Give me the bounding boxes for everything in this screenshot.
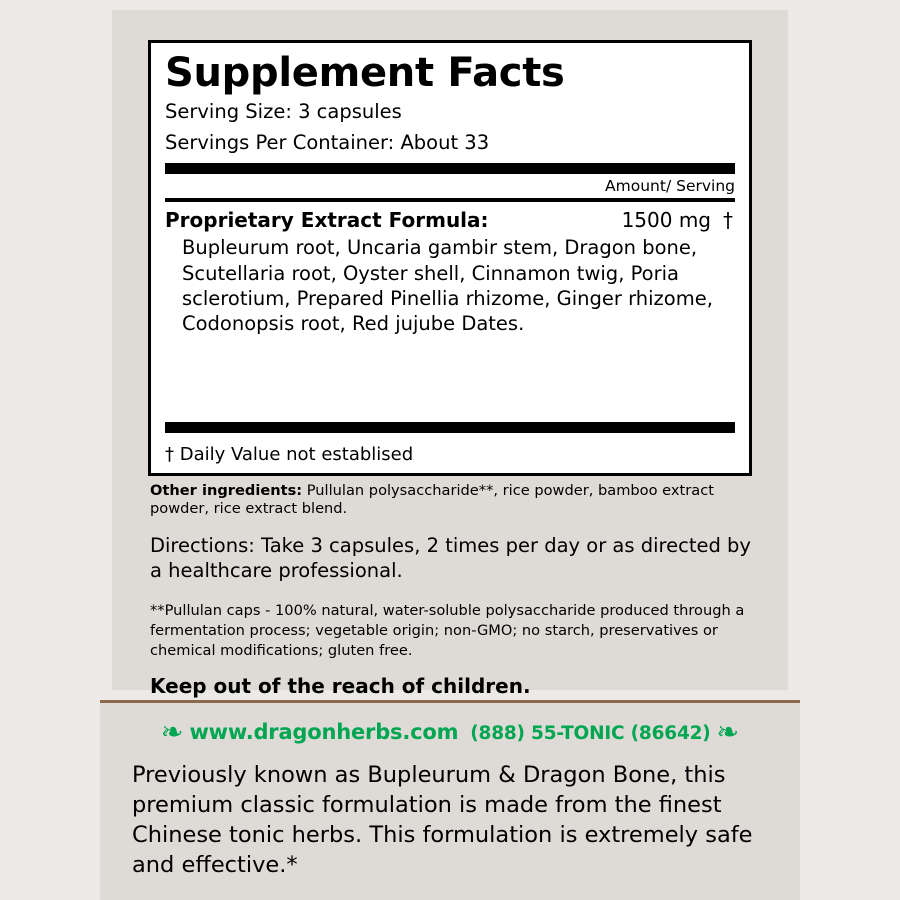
other-ingredients (150, 482, 756, 518)
keep-out-of-reach-warning: Keep out of the reach of children. (150, 673, 531, 698)
other-ingredients-label: Other ingredients: (150, 482, 303, 499)
rule-thick-bottom (165, 422, 735, 433)
swirl-left-icon: ❧ (160, 717, 184, 748)
below-box-text (150, 482, 756, 698)
supplement-facts-box (148, 40, 752, 476)
proprietary-blend-amount-group (622, 208, 735, 232)
rule-medium (165, 198, 735, 202)
phone-number[interactable]: (888) 55-TONIC (86642) (470, 723, 711, 744)
website-link[interactable]: www.dragonherbs.com (189, 720, 459, 744)
rule-thick-top (165, 163, 735, 174)
supplement-facts-title: Supplement Facts (165, 50, 565, 96)
swirl-right-icon: ❧ (716, 717, 740, 748)
proprietary-blend-amount: 1500 mg (621, 208, 711, 233)
dagger-symbol: † (723, 208, 733, 233)
servings-per-container: Servings Per Container: About 33 (165, 131, 490, 155)
proprietary-blend-name: Proprietary Extract Formula: (165, 208, 489, 233)
contact-line (100, 717, 800, 748)
bottom-panel (100, 703, 800, 900)
pullulan-note: **Pullulan caps - 100% natural, water-soluble polysaccharide produced through a fermentation process; vegetable origin; non-GMO; no starch, preservatives or chemical modifications; gluten free. (150, 601, 745, 659)
top-panel (112, 10, 788, 698)
proprietary-blend-row (165, 208, 735, 232)
other-ingredients-text: Pullulan polysaccharide**, rice powder, bamboo extract powder, rice extract blend. (150, 482, 714, 517)
daily-value-note: † Daily Value not establised (165, 444, 414, 465)
serving-size: Serving Size: 3 capsules (165, 100, 402, 124)
amount-per-serving-header: Amount/ Serving (605, 177, 735, 196)
ingredient-list: Bupleurum root, Uncaria gambir stem, Dragon bone, Scutellaria root, Oyster shell, Cinnamon twig, Poria sclerotium, Prepared Pinellia rhizome, Ginger rhizome, Codonopsis root, Red jujube Dates. (182, 236, 713, 336)
directions-text: Directions: Take 3 capsules, 2 times per day or as directed by a healthcare professional. (150, 533, 751, 582)
product-description: Previously known as Bupleurum & Dragon Bone, this premium classic formulation is made from the finest Chinese tonic herbs. This formulation is extremely safe and effective.* (132, 762, 753, 878)
